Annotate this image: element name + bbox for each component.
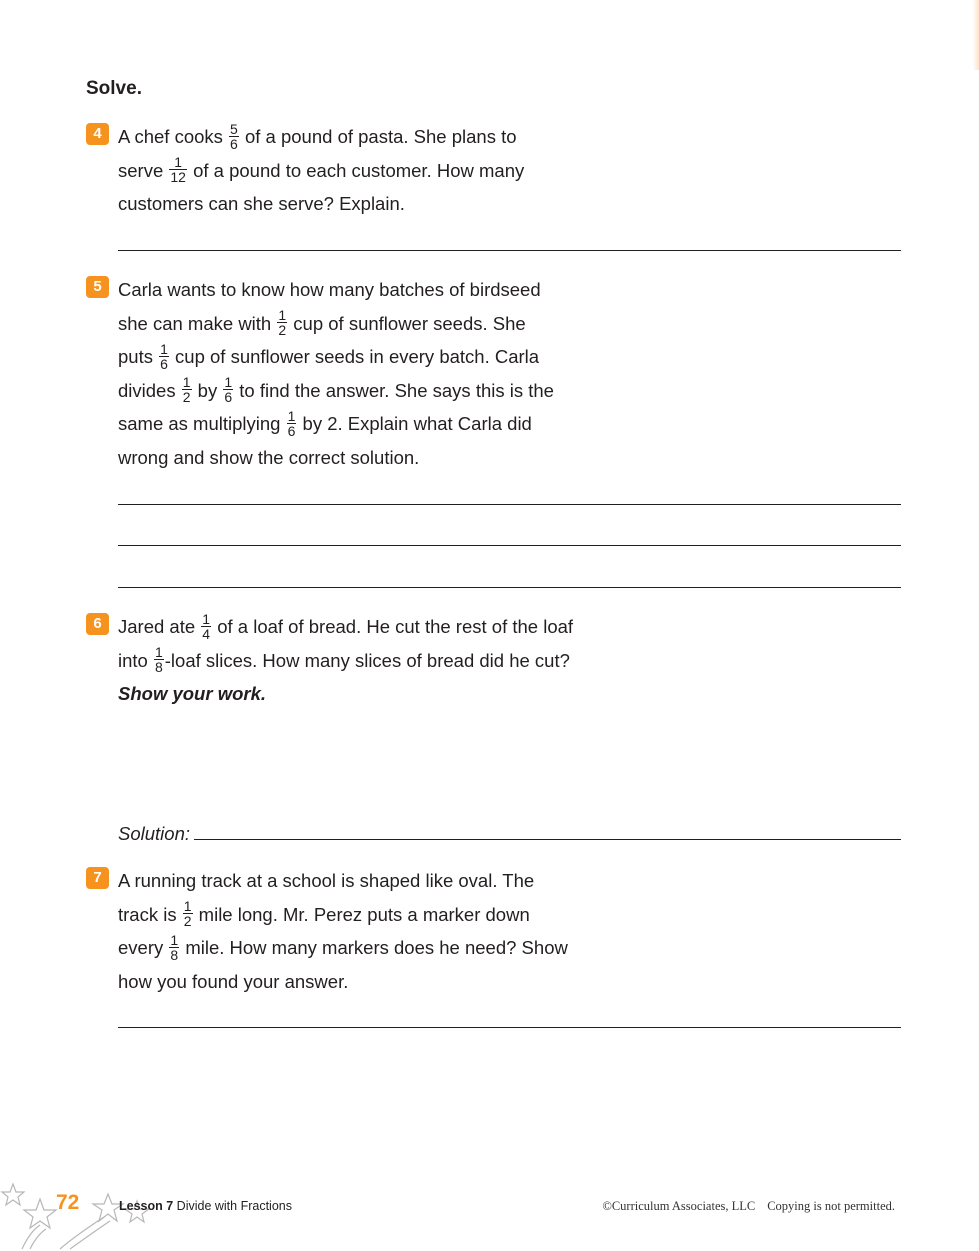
fraction [159,342,169,371]
problem-4 [86,120,646,221]
fraction-denominator: 6 [287,422,296,439]
text-segment: same as multiplying [118,413,286,435]
text-segment: divides [118,379,181,401]
solution-answer-line[interactable] [194,839,901,840]
fraction-denominator: 4 [202,625,211,642]
fraction-numerator: 1 [278,307,287,324]
fraction-denominator: 2 [278,322,287,339]
problem-number-badge: 7 [86,867,109,889]
problem-number-badge: 6 [86,613,109,635]
problem-line [118,644,646,678]
text-segment: track is [118,903,182,925]
fraction-denominator: 2 [182,389,191,406]
solution-label: Solution: [118,823,190,844]
fraction [154,645,164,674]
text-segment: customers can she serve? Explain. [118,193,405,215]
text-segment: mile long. Mr. Perez puts a marker down [193,903,530,925]
fraction-numerator: 1 [183,898,192,915]
fraction-denominator: 8 [154,659,163,676]
page-number: 72 [56,1191,80,1214]
fraction-denominator: 6 [160,355,168,372]
text-segment: of a pound to each customer. How many [187,159,525,181]
problem-line [118,677,646,711]
problem-text [118,610,646,711]
problem-line [118,154,646,188]
text-segment: into [118,649,153,671]
fraction [229,122,239,151]
text-segment: by 2. Explain what Carla did [297,413,532,435]
answer-line[interactable] [118,587,901,588]
instruction-emphasis: Show your work. [118,683,267,705]
fraction [183,899,193,928]
text-segment: Jared ate [118,616,201,637]
text-segment: to find the answer. She says this is the [234,379,554,401]
problem-line [118,340,646,374]
fraction-numerator: 1 [202,610,211,627]
text-segment: A running track at a school is shaped like oval. The [118,870,535,891]
text-segment: -loaf slices. How many slices of bread did he cut? [164,649,570,671]
section-heading: Solve. [86,78,142,99]
fraction-denominator: 2 [183,913,192,930]
fraction-denominator: 6 [230,135,238,152]
problem-text [118,120,646,221]
problem-line [118,407,646,441]
problem-line [118,441,646,475]
fraction-denominator: 6 [224,389,233,406]
fraction-numerator: 1 [182,374,191,391]
fraction [169,155,187,184]
fraction-numerator: 1 [174,154,183,171]
text-segment: mile. How many markers does he need? Show [180,937,568,959]
copyright-text: ©Curriculum Associates, LLC [602,1199,756,1213]
text-segment: how you found your answer. [118,970,349,992]
fraction-numerator: 1 [170,931,179,948]
solution-row [118,823,901,845]
problem-line [118,307,646,341]
problem-number-badge: 4 [86,123,109,145]
problem-6 [86,610,646,711]
text-segment: of a loaf of bread. He cut the rest of the loaf [212,616,574,637]
fraction-numerator: 1 [224,374,233,391]
text-segment: wrong and show the correct solution. [118,446,420,468]
problem-text [118,273,646,475]
lesson-footer [119,1199,292,1213]
fraction-denominator: 8 [170,946,179,963]
fraction-numerator: 1 [154,644,163,661]
problem-5 [86,273,646,475]
problem-text [118,864,646,998]
page-edge-tab [973,0,979,70]
lesson-label: Lesson 7 [119,1199,174,1213]
text-segment: of a pound of pasta. She plans to [239,126,517,147]
text-segment: cup of sunflower seeds. She [288,312,526,334]
problem-line [118,187,646,221]
lesson-title: Divide with Fractions [176,1199,292,1213]
answer-line[interactable] [118,545,901,546]
fraction-numerator: 1 [160,340,168,357]
problem-line [118,610,646,644]
text-segment: A chef cooks [118,126,229,147]
text-segment: she can make with [118,312,277,334]
text-segment: every [118,937,169,959]
problem-7 [86,864,646,998]
fraction [182,375,192,404]
problem-line [118,120,646,154]
copy-notice: Copying is not permitted. [767,1199,895,1213]
text-segment: by [192,379,223,401]
fraction-numerator: 1 [287,407,296,424]
answer-line[interactable] [118,250,901,251]
answer-line[interactable] [118,1027,901,1028]
text-segment: Carla wants to know how many batches of birdseed [118,279,541,300]
fraction [277,308,287,337]
problem-line [118,864,646,898]
text-segment: puts [118,346,159,368]
fraction [223,375,233,404]
fraction-numerator: 5 [230,120,238,137]
problem-line [118,898,646,932]
fraction [287,409,297,438]
fraction-denominator: 12 [170,169,186,186]
text-segment: serve [118,159,169,181]
fraction [201,612,211,641]
problem-line [118,374,646,408]
copyright-footer [602,1199,895,1214]
answer-line[interactable] [118,504,901,505]
problem-line [118,965,646,999]
problem-line [118,931,646,965]
fraction [169,933,179,962]
problem-number-badge: 5 [86,276,109,298]
stars-decoration-icon [0,1181,170,1251]
problem-line [118,273,646,307]
text-segment: cup of sunflower seeds in every batch. Carla [169,346,540,368]
